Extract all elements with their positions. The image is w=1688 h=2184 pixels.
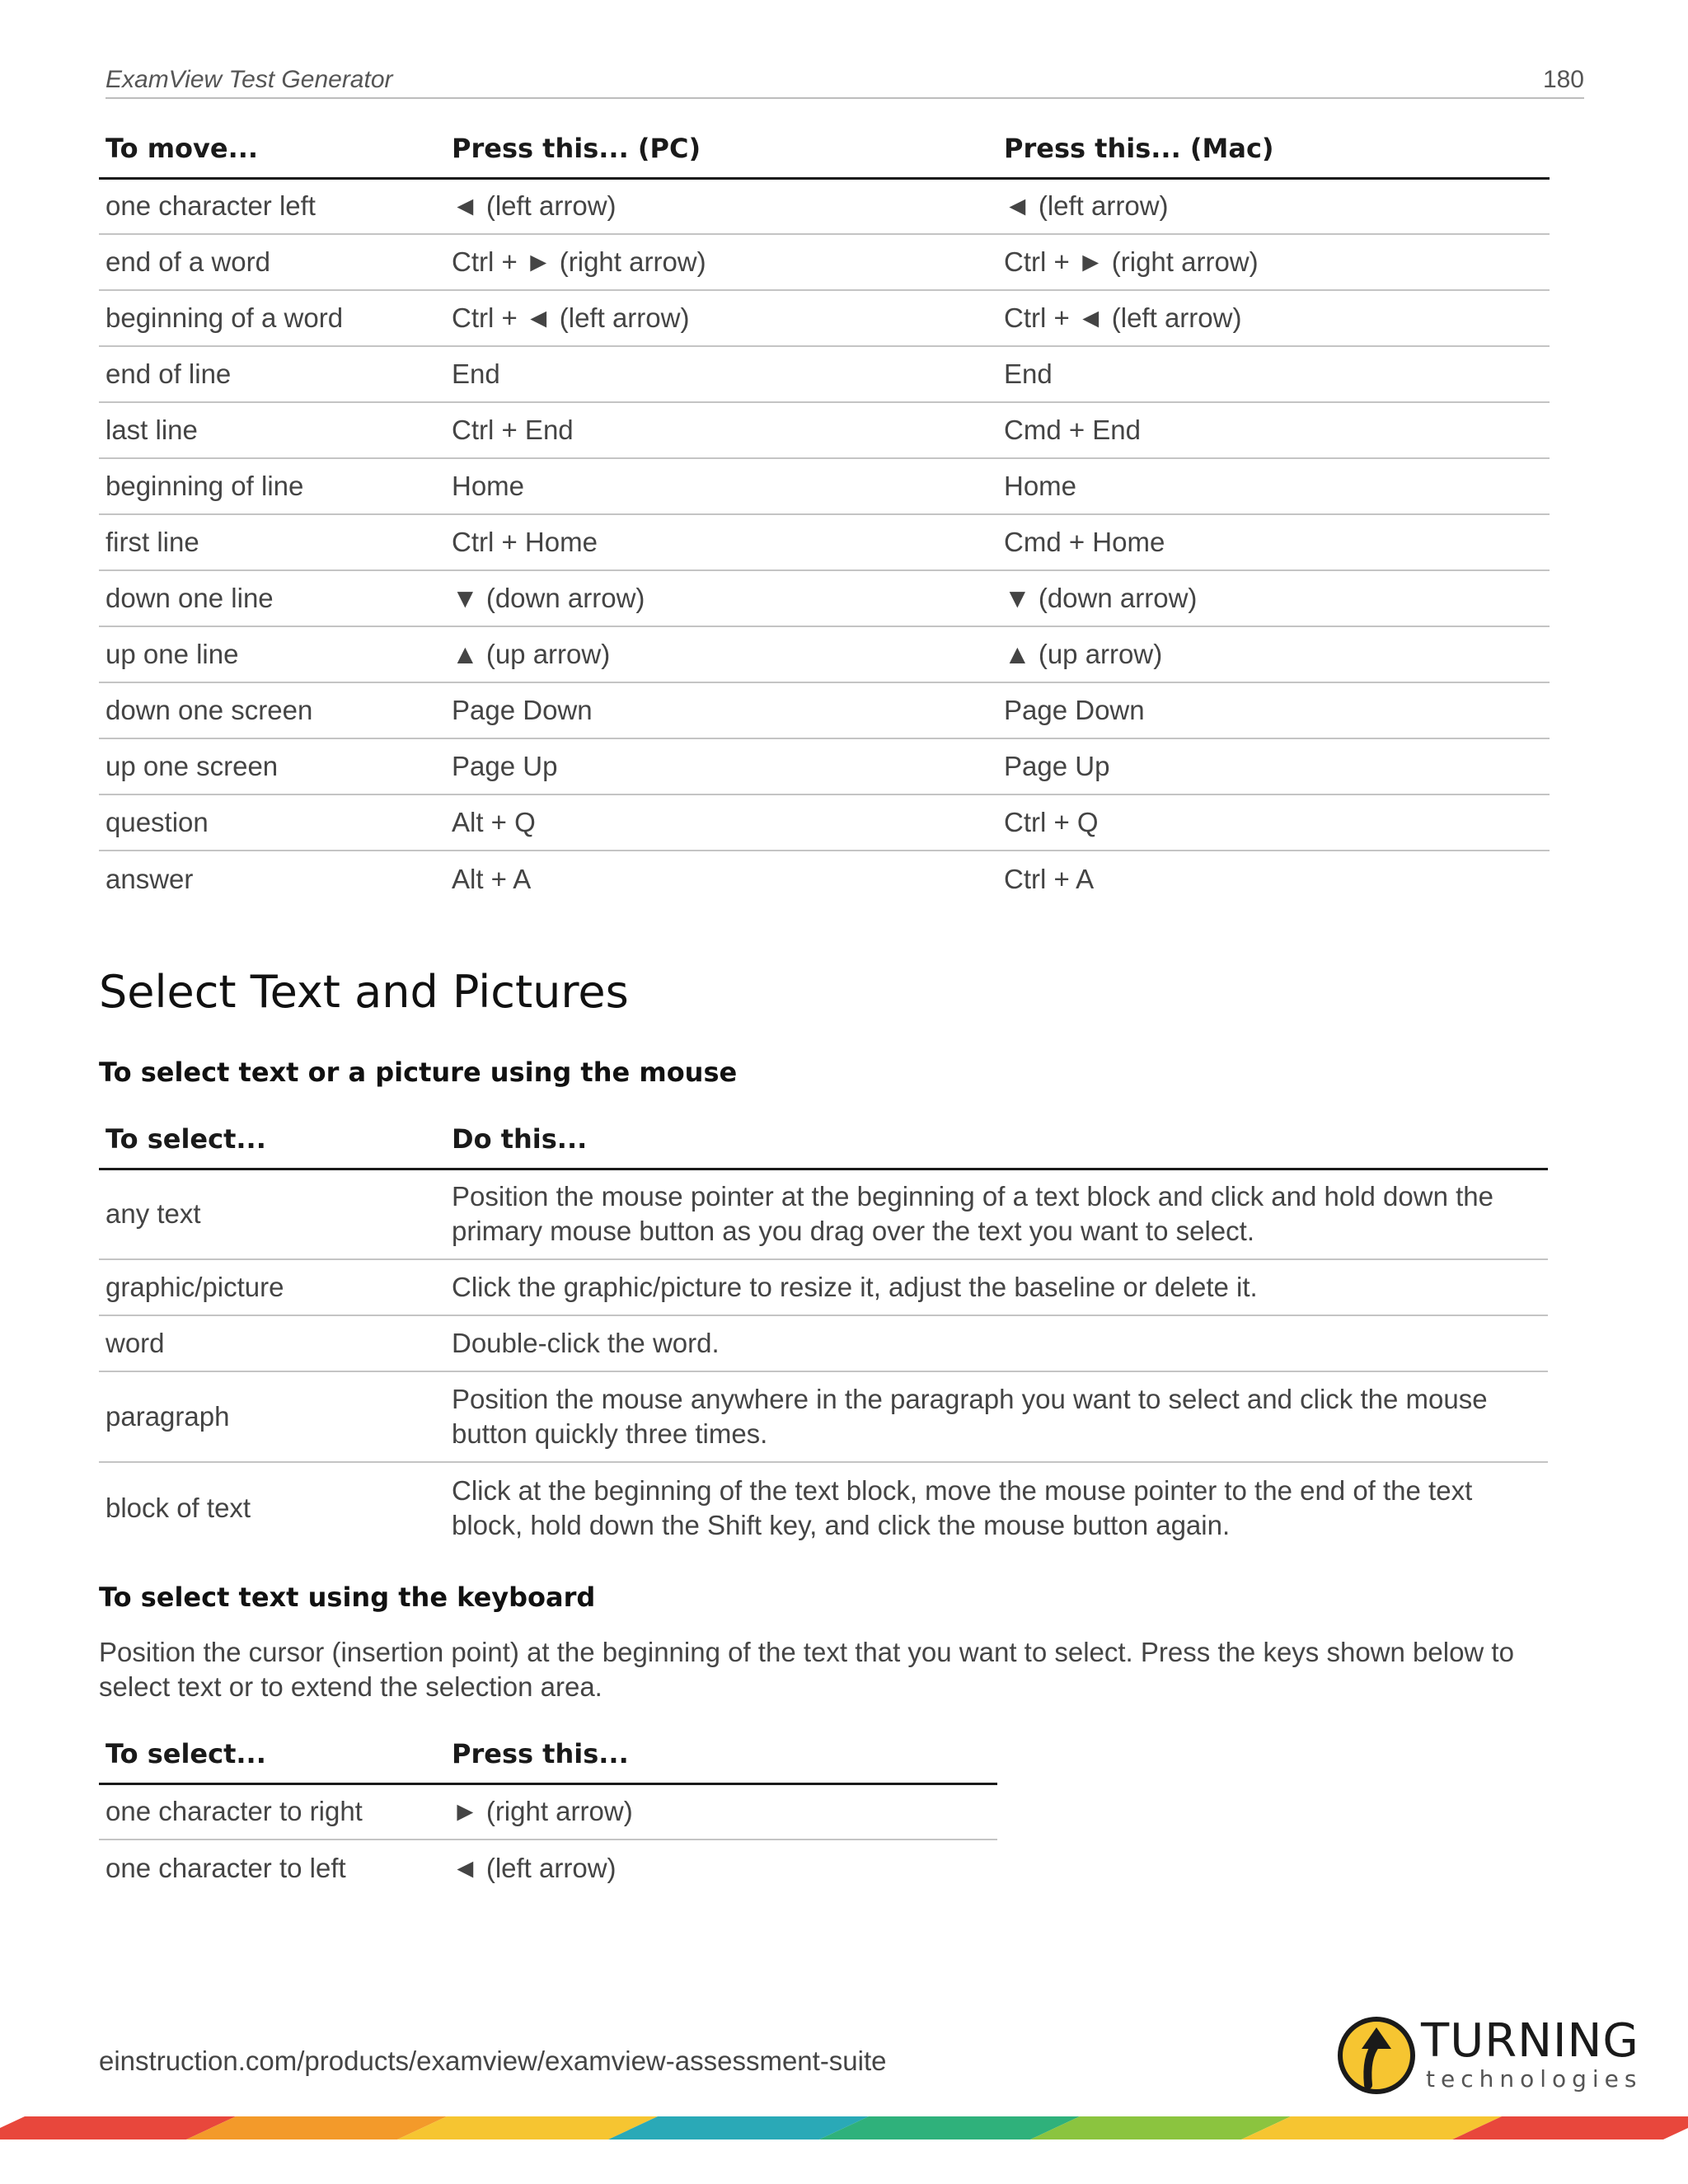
move-shortcuts-table <box>99 120 1550 907</box>
table-cell: Page Down <box>445 682 997 738</box>
table-row <box>99 234 1550 290</box>
table-cell: ▼ (down arrow) <box>445 570 997 626</box>
table-row <box>99 178 1550 234</box>
column-header: Press this... <box>445 1726 997 1783</box>
table-cell: ◄ (left arrow) <box>445 178 997 234</box>
table-cell: up one screen <box>99 738 445 794</box>
mouse-selection-table <box>99 1111 1548 1553</box>
table-row <box>99 458 1550 514</box>
table-cell: beginning of line <box>99 458 445 514</box>
table-cell: ◄ (left arrow) <box>452 1852 617 1883</box>
table-header-row <box>99 120 1550 178</box>
keyboard-subheading: To select text using the keyboard <box>99 1582 596 1613</box>
table-cell: Alt + Q <box>445 794 997 851</box>
mouse-subheading: To select text or a picture using the mouse <box>99 1057 738 1088</box>
table-cell: Click the graphic/picture to resize it, adjust the baseline or delete it. <box>445 1259 1548 1315</box>
table-cell: Ctrl + ◄ (left arrow) <box>445 290 997 346</box>
column-header: Press this... (Mac) <box>997 120 1550 178</box>
table-row <box>99 1169 1548 1259</box>
table-cell: Ctrl + Q <box>997 794 1550 851</box>
table-cell: last line <box>99 402 445 458</box>
column-header: Do this... <box>445 1111 1548 1169</box>
section-title: Select Text and Pictures <box>99 966 629 1018</box>
page-number: 180 <box>1542 66 1584 93</box>
document-title: ExamView Test Generator <box>106 66 393 93</box>
table-cell: ▲ (up arrow) <box>445 626 997 682</box>
table-cell: word <box>99 1315 445 1371</box>
table-cell: Ctrl + Home <box>445 514 997 570</box>
table-cell: paragraph <box>99 1371 445 1462</box>
table-cell: Home <box>445 458 997 514</box>
table-row <box>99 738 1550 794</box>
table-cell: down one line <box>99 570 445 626</box>
footer-color-band <box>0 2116 1688 2139</box>
table-row <box>99 794 1550 851</box>
arrow-circle-icon <box>1337 2016 1416 2095</box>
table-cell: graphic/picture <box>99 1259 445 1315</box>
table-cell: Cmd + End <box>997 402 1550 458</box>
table-cell: End <box>445 346 997 402</box>
table-cell: Double-click the word. <box>445 1315 1548 1371</box>
keyboard-selection-table <box>99 1726 997 1896</box>
column-header: To select... <box>99 1111 445 1169</box>
table-cell: Position the mouse pointer at the beginning of a text block and click and hold down the primary mouse button as you drag over the text you want to select. <box>445 1169 1548 1259</box>
table-cell: Position the mouse anywhere in the paragraph you want to select and click the mouse button quickly three times. <box>445 1371 1548 1462</box>
table-cell: answer <box>106 863 194 894</box>
column-header: To move... <box>99 120 445 178</box>
table-cell: Click at the beginning of the text block, move the mouse pointer to the end of the text block, hold down the Shift key, and click the mouse button again. <box>452 1474 1473 1540</box>
running-header <box>106 66 1584 99</box>
table-row <box>99 1783 997 1840</box>
table-row <box>99 682 1550 738</box>
turning-technologies-logo <box>1337 2016 1642 2098</box>
table-cell: down one screen <box>99 682 445 738</box>
table-row <box>99 1371 1548 1462</box>
table-header-row <box>99 1111 1548 1169</box>
table-row <box>99 346 1550 402</box>
table-cell: Page Up <box>445 738 997 794</box>
logo-wordmark: TURNING <box>1421 2014 1639 2068</box>
table-cell: any text <box>99 1169 445 1259</box>
table-cell: Ctrl + ► (right arrow) <box>997 234 1550 290</box>
table-cell: ◄ (left arrow) <box>997 178 1550 234</box>
table-cell: Alt + A <box>452 863 532 894</box>
table-row <box>99 851 1550 907</box>
table-cell: ► (right arrow) <box>445 1783 997 1840</box>
table-cell: end of a word <box>99 234 445 290</box>
table-row <box>99 570 1550 626</box>
keyboard-intro-text: Position the cursor (insertion point) at the beginning of the text that you want to select. Press the keys shown below to select text or to extend the selection area. <box>99 1637 1514 1702</box>
table-cell: Ctrl + ► (right arrow) <box>445 234 997 290</box>
table-row <box>99 1840 997 1896</box>
table-cell: ▼ (down arrow) <box>997 570 1550 626</box>
table-cell: up one line <box>99 626 445 682</box>
table-cell: Cmd + Home <box>997 514 1550 570</box>
table-cell: Ctrl + A <box>1004 863 1095 894</box>
column-header: Press this... (PC) <box>445 120 997 178</box>
table-cell: End <box>997 346 1550 402</box>
table-row <box>99 514 1550 570</box>
table-cell: Ctrl + End <box>445 402 997 458</box>
table-row <box>99 1259 1548 1315</box>
footer-url: einstruction.com/products/examview/examview-assessment-suite <box>99 2046 887 2076</box>
table-cell: first line <box>99 514 445 570</box>
table-cell: end of line <box>99 346 445 402</box>
table-cell: one character left <box>99 178 445 234</box>
table-header-row <box>99 1726 997 1783</box>
table-cell: question <box>99 794 445 851</box>
table-cell: one character to left <box>106 1852 346 1883</box>
table-row <box>99 1315 1548 1371</box>
table-cell: one character to right <box>99 1783 445 1840</box>
table-cell: Ctrl + ◄ (left arrow) <box>997 290 1550 346</box>
table-cell: block of text <box>106 1492 251 1523</box>
logo-subtitle: technologies <box>1426 2065 1643 2093</box>
table-row <box>99 402 1550 458</box>
table-cell: beginning of a word <box>99 290 445 346</box>
table-cell: Home <box>997 458 1550 514</box>
table-row <box>99 1462 1548 1553</box>
table-cell: Page Down <box>997 682 1550 738</box>
table-cell: Page Up <box>997 738 1550 794</box>
table-row <box>99 626 1550 682</box>
table-cell: ▲ (up arrow) <box>997 626 1550 682</box>
table-row <box>99 290 1550 346</box>
column-header: To select... <box>99 1726 445 1783</box>
